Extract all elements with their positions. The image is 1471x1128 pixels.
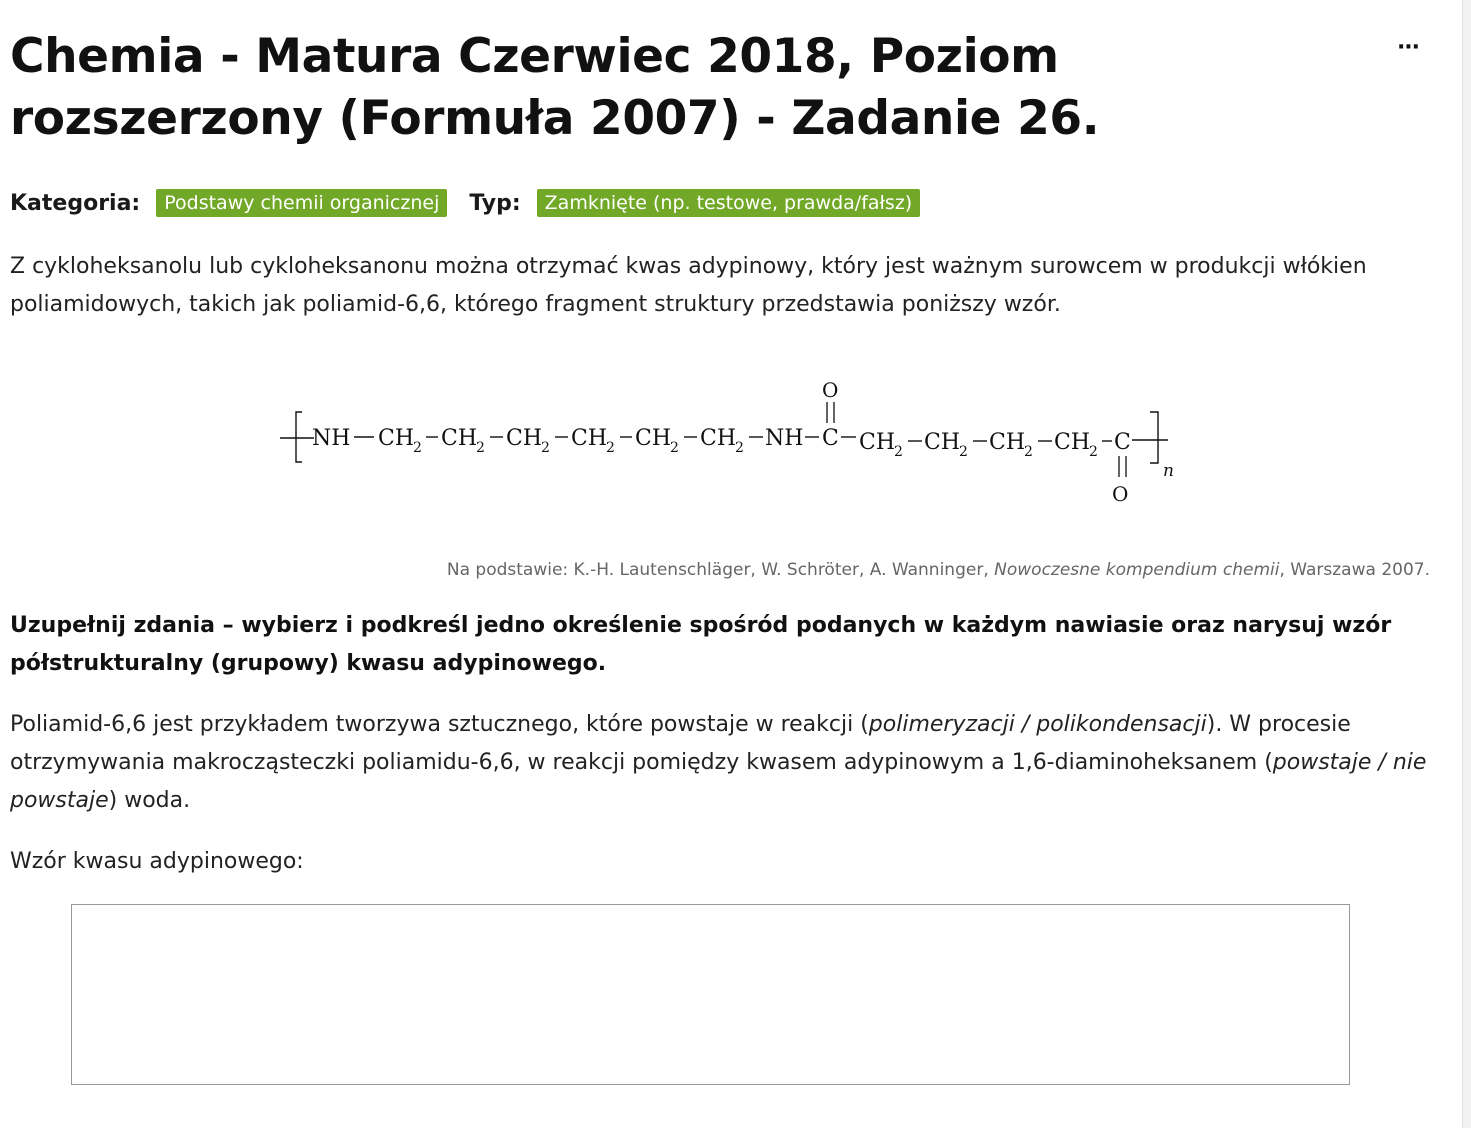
subscript: 2 <box>959 444 968 460</box>
scrollbar[interactable] <box>1462 0 1471 1128</box>
ch2-group: CH <box>635 426 672 451</box>
body-part-3: ) woda. <box>108 788 191 813</box>
task-instruction: Uzupełnij zdania – wybierz i podkreśl jedno określenie spośród podanych w każdym nawiasie oraz narysuj wzór półstrukturalny (grupowy) kwasu adypinowego. <box>10 613 1392 676</box>
ch2-group: CH <box>924 430 961 455</box>
option-reaction: polimeryzacji / polikondensacji <box>868 712 1207 737</box>
polyamide-formula <box>270 370 1190 515</box>
category-tag[interactable]: Podstawy chemii organicznej <box>156 189 447 217</box>
ch2-group: CH <box>441 426 478 451</box>
formula-label: Wzór kwasu adypinowego: <box>10 849 304 874</box>
task-body <box>10 706 1450 820</box>
oxygen-bottom: O <box>1112 482 1129 506</box>
intro-text: Z cykloheksanolu lub cykloheksanonu można otrzymać kwas adypinowy, który jest ważnym surowcem w produkcji włókien poliamidowych, takich jak poliamid-6,6, którego fragment struktury przedstawia poniższy wzór. <box>10 254 1367 317</box>
subscript: 2 <box>670 440 679 456</box>
right-bracket <box>1150 412 1158 463</box>
subscript: 2 <box>476 440 485 456</box>
subscript: 2 <box>541 440 550 456</box>
page-title: Chemia - Matura Czerwiec 2018, Poziom rozszerzony (Formuła 2007) - Zadanie 26. <box>10 29 1100 146</box>
body-part-2: ). W procesie otrzymywania makrocząsteczki poliamidu-6,6, w reakcji pomiędzy kwasem adypinowym a 1,6-diaminoheksanem ( <box>10 712 1351 775</box>
carbon-2: C <box>1114 430 1131 455</box>
source-citation <box>447 560 1430 580</box>
ch2-group: CH <box>571 426 608 451</box>
ch2-chain-2 <box>859 430 1112 460</box>
subscript: 2 <box>1089 444 1098 460</box>
subscript: 2 <box>894 444 903 460</box>
subscript: 2 <box>735 440 744 456</box>
subscript: 2 <box>413 440 422 456</box>
more-options-icon[interactable]: ··· <box>1396 35 1420 60</box>
type-label: Typ: <box>469 190 521 216</box>
ch2-chain-1 <box>378 426 763 456</box>
nh-group-2: NH <box>765 426 804 451</box>
nh-group-1: NH <box>312 426 351 451</box>
task-meta <box>10 186 942 220</box>
source-book: Nowoczesne kompendium chemii <box>994 560 1280 580</box>
subscript: 2 <box>606 440 615 456</box>
subscript: 2 <box>1024 444 1033 460</box>
ch2-group: CH <box>989 430 1026 455</box>
repeat-n: n <box>1163 461 1174 481</box>
option-water: powstaje / nie powstaje <box>10 750 1427 813</box>
ch2-group: CH <box>1054 430 1091 455</box>
category-label: Kategoria: <box>10 190 141 216</box>
source-suffix: , Warszawa 2007. <box>1279 560 1430 580</box>
type-tag[interactable]: Zamknięte (np. testowe, prawda/fałsz) <box>537 189 921 217</box>
body-part-1: Poliamid-6,6 jest przykładem tworzywa sztucznego, które powstaje w reakcji ( <box>10 712 869 737</box>
carbon-1: C <box>822 426 839 451</box>
ch2-group: CH <box>378 426 415 451</box>
ch2-group: CH <box>700 426 737 451</box>
source-prefix: Na podstawie: K.-H. Lautenschläger, W. Schröter, A. Wanninger, <box>446 560 995 580</box>
left-bracket <box>296 412 302 462</box>
answer-drawing-area[interactable] <box>71 904 1350 1085</box>
oxygen-top: O <box>822 378 839 402</box>
ch2-group: CH <box>506 426 543 451</box>
ch2-group: CH <box>859 430 896 455</box>
